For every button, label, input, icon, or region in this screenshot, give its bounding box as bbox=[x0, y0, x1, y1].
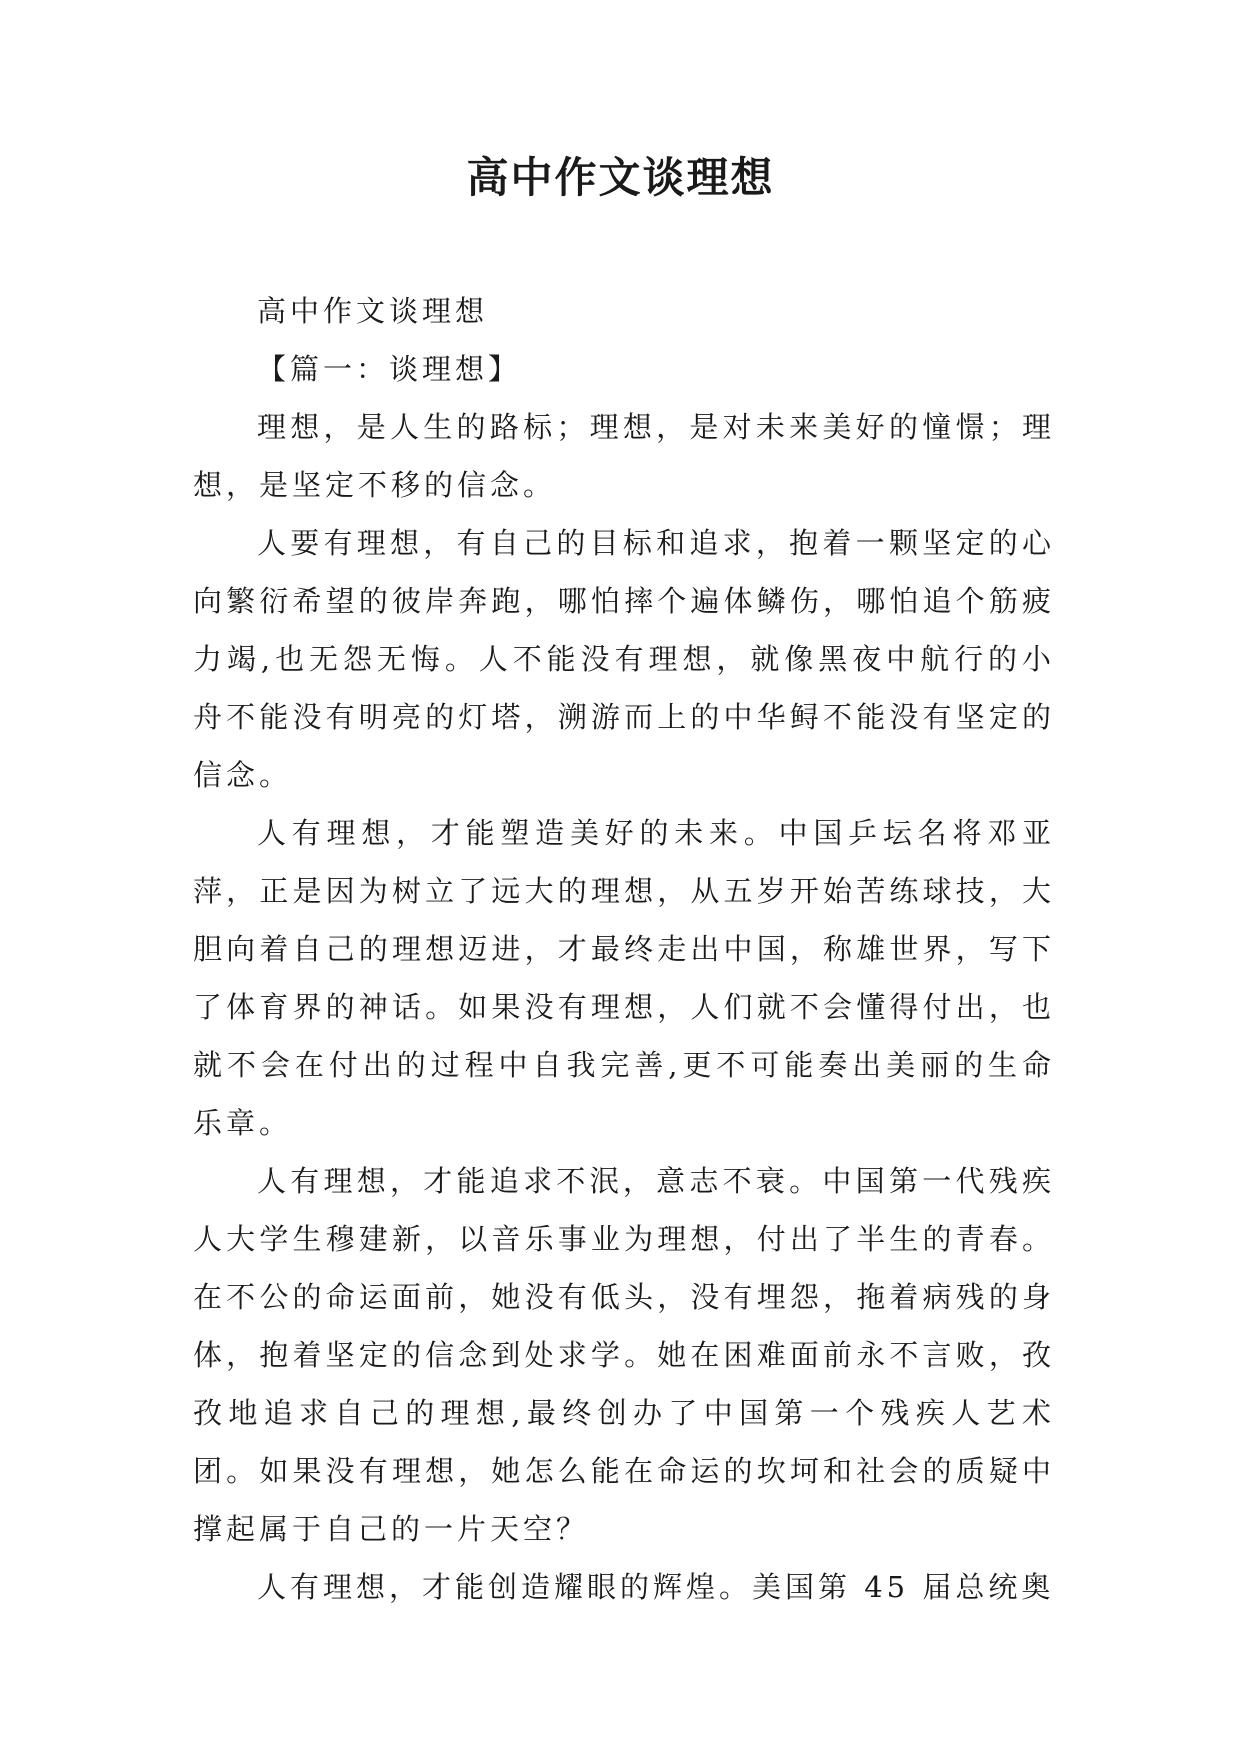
body-paragraph: 人有理想，才能塑造美好的未来。中国乒坛名将邓亚萍，正是因为树立了远大的理想，从五岁开始苦练球技，大胆向着自己的理想迈进，才最终走出中国，称雄世界，写下了体育界的神话。如果没有理想，人们就不会懂得付出，也就不会在付出的过程中自我完善,更不可能奏出美丽的生命乐章。 bbox=[193, 816, 1055, 1140]
document-title: 高中作文谈理想 bbox=[466, 153, 775, 202]
body-paragraph: 理想，是人生的路标；理想，是对未来美好的憧憬；理想，是坚定不移的信念。 bbox=[193, 410, 1055, 502]
body-paragraph: 人有理想，才能追求不泯，意志不衰。中国第一代残疾人大学生穆建新，以音乐事业为理想，付出了半生的青春。在不公的命运面前，她没有低头，没有埋怨，拖着病残的身体，抱着坚定的信念到处求学。她在困难面前永不言败，孜孜地追求自己的理想,最终创办了中国第一个残疾人艺术团。如果没有理想，她怎么能在命运的坎坷和社会的质疑中撑起属于自己的一片天空？ bbox=[193, 1164, 1055, 1546]
document-body bbox=[193, 282, 1055, 1616]
body-paragraph: 人有理想，才能创造耀眼的辉煌。美国第 45 届总统奥 bbox=[257, 1570, 1055, 1604]
essay-heading-paragraph: 高中作文谈理想 bbox=[257, 294, 489, 328]
section-label-paragraph: 【篇一：谈理想】 bbox=[257, 352, 522, 386]
body-paragraph: 人要有理想，有自己的目标和追求，抱着一颗坚定的心向繁衍希望的彼岸奔跑，哪怕摔个遍体鳞伤，哪怕追个筋疲力竭,也无怨无悔。人不能没有理想，就像黑夜中航行的小舟不能没有明亮的灯塔，溯游而上的中华鲟不能没有坚定的信念。 bbox=[193, 526, 1055, 792]
